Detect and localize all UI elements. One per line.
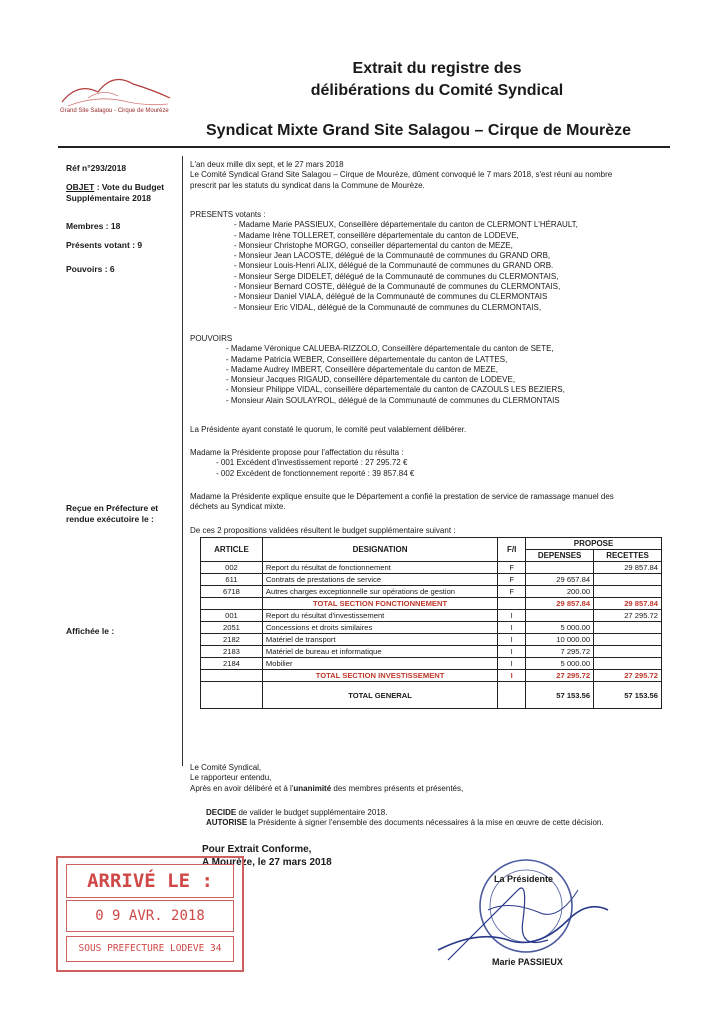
- cell-depenses: 10 000.00: [526, 634, 594, 646]
- cell-fi: I: [498, 634, 526, 646]
- logo-caption: Grand Site Salagou - Cirque de Mourèze: [60, 108, 169, 114]
- cell-article: 2183: [201, 646, 263, 658]
- signoff-line-1: Pour Extrait Conforme,: [202, 844, 312, 855]
- list-item: - Monsieur Christophe MORGO, conseiller départemental du canton de MEZE,: [234, 240, 513, 250]
- list-item: - Madame Véronique CALUEBA-RIZZOLO, Conseillère départementale du canton de SETE,: [226, 344, 554, 354]
- ref-number: Réf n°293/2018: [66, 163, 127, 173]
- total-fonctionnement-recettes: 29 857.84: [594, 598, 662, 610]
- list-item: - Monsieur Alain SOULAYROL, délégué de la Communauté de communes du CLERMONTAIS: [226, 395, 560, 405]
- cell-recettes: [594, 658, 662, 670]
- table-row: [201, 658, 662, 670]
- list-item: - Monsieur Jacques RIGAUD, conseillère départementale du canton de LODEVE,: [226, 375, 516, 385]
- conclusion-line-1: Le Comité Syndical,: [190, 763, 262, 772]
- explique-line-2: déchets au Syndicat mixte.: [190, 502, 286, 512]
- pouvoirs-title: POUVOIRS: [190, 334, 233, 343]
- table-row: [201, 562, 662, 574]
- title-line-2: délibérations du Comité Syndical: [310, 82, 564, 99]
- cell-recettes: [594, 574, 662, 586]
- pouvoirs-count: Pouvoirs : 6: [66, 264, 115, 274]
- total-investissement-label: TOTAL SECTION INVESTISSEMENT: [262, 670, 497, 682]
- cell-designation: Report du résultat de fonctionnement: [262, 562, 497, 574]
- cell-recettes: 27 295.72: [594, 610, 662, 622]
- cell-article: 6718: [201, 586, 263, 598]
- cell-depenses: [526, 562, 594, 574]
- signatory-role: La Présidente: [494, 874, 554, 884]
- cell-depenses: 5 000.00: [526, 622, 594, 634]
- affectation-line: Madame la Présidente propose pour l'affectation du résulta :: [190, 448, 404, 457]
- cell-recettes: [594, 634, 662, 646]
- conclusion-line-2: Le rapporteur entendu,: [190, 773, 272, 783]
- conclusion-block: [190, 763, 463, 794]
- list-item: - Monsieur Philippe VIDAL, conseillère départementale du canton de CAZOULS LES BEZIERS,: [226, 385, 565, 395]
- objet-label: OBJET: [66, 182, 95, 192]
- title-line-1: Extrait du registre des: [352, 60, 522, 77]
- cell-depenses: 29 657.84: [526, 574, 594, 586]
- cell-fi: I: [498, 658, 526, 670]
- presents-block: [190, 210, 578, 313]
- affectation-item: - 002 Excédent de fonctionnement reporté : 39 857.84 €: [216, 468, 415, 478]
- affectation-block: [190, 448, 414, 479]
- list-item: - Monsieur Eric VIDAL, délégué de la Communauté de communes du CLERMONTAIS,: [234, 302, 542, 312]
- cell-designation: Matériel de transport: [262, 634, 497, 646]
- membres-count: Membres : 18: [66, 221, 121, 231]
- intro-line-2: Le Comité Syndical Grand Site Salagou – Cirque de Mourèze, dûment convoqué le 7 mars 2018, s'est réuni au nombre: [190, 170, 613, 180]
- cell-depenses: 5 000.00: [526, 658, 594, 670]
- total-fonctionnement-depenses: 29 857.84: [526, 598, 594, 610]
- cell-article: 2184: [201, 658, 263, 670]
- list-item: - Madame Patricia WEBER, Conseillère départementale du canton de LATTES,: [226, 354, 508, 364]
- list-item: - Monsieur Bernard COSTE, délégué de la Communauté de communes du CLERMONTAIS,: [234, 282, 561, 292]
- cell-article: 2182: [201, 634, 263, 646]
- cell-fi: F: [498, 586, 526, 598]
- conclusion-line-3: [190, 784, 463, 794]
- cell-depenses: [526, 610, 594, 622]
- total-investissement-depenses: 27 295.72: [526, 670, 594, 682]
- total-general-row: [201, 682, 662, 709]
- cell-designation: Matériel de bureau et informatique: [262, 646, 497, 658]
- affectation-item: - 001 Excédent d'investissement reporté : 27 295.72 €: [216, 458, 408, 468]
- cell-recettes: [594, 622, 662, 634]
- cell-recettes: [594, 586, 662, 598]
- total-general-depenses: 57 153.56: [526, 682, 594, 709]
- col-header-designation: DESIGNATION: [262, 538, 497, 562]
- table-intro: De ces 2 propositions validées résultent le budget supplémentaire suivant :: [190, 526, 456, 535]
- stamp-line-2: 0 9 AVR. 2018: [66, 900, 234, 932]
- list-item: - Monsieur Serge DIDELET, délégué de la Communauté de communes du CLERMONTAIS,: [234, 271, 559, 281]
- cell-fi: F: [498, 562, 526, 574]
- col-header-recettes: RECETTES: [594, 550, 662, 562]
- cell-fi: I: [498, 646, 526, 658]
- quorum-text: La Présidente ayant constaté le quorum, le comité peut valablement délibérer.: [190, 425, 467, 434]
- cell-article: 001: [201, 610, 263, 622]
- cell-designation: Report du résultat d'investissement: [262, 610, 497, 622]
- total-investissement-fi: I: [498, 670, 526, 682]
- cell-recettes: 29 857.84: [594, 562, 662, 574]
- cell-designation: Autres charges exceptionnelle sur opérations de gestion: [262, 586, 497, 598]
- explique-block: [190, 492, 614, 513]
- recue-line-1: Reçue en Préfecture et: [66, 503, 159, 513]
- cell-depenses: 7 295.72: [526, 646, 594, 658]
- page-title: [0, 58, 724, 102]
- decide-keyword: DECIDE: [206, 808, 237, 817]
- signatory-name: Marie PASSIEUX: [492, 957, 563, 967]
- list-item: - Madame Audrey IMBERT, Conseillère départementale du canton de MEZE,: [226, 364, 498, 374]
- cell-article: 002: [201, 562, 263, 574]
- table-row: [201, 610, 662, 622]
- cell-fi: I: [498, 610, 526, 622]
- budget-table: [200, 537, 662, 709]
- column-divider: [182, 156, 183, 766]
- col-header-propose: PROPOSE: [526, 538, 662, 550]
- total-general-recettes: 57 153.56: [594, 682, 662, 709]
- cell-fi: I: [498, 622, 526, 634]
- stamp-line-1: ARRIVÉ LE :: [66, 864, 234, 898]
- total-row: [201, 670, 662, 682]
- signoff-line-2: A Mourèze, le 27 mars 2018: [202, 857, 332, 868]
- list-item: - Monsieur Jean LACOSTE, délégué de la Communauté de communes du GRAND ORB,: [234, 251, 551, 261]
- cell-designation: Concessions et droits similaires: [262, 622, 497, 634]
- arrival-stamp: [56, 856, 244, 972]
- cell-article: 611: [201, 574, 263, 586]
- cell-designation: Contrats de prestations de service: [262, 574, 497, 586]
- table-row: [201, 622, 662, 634]
- list-item: - Madame Marie PASSIEUX, Conseillère départementale du canton de CLERMONT L'HÉRAULT,: [234, 220, 578, 230]
- total-investissement-recettes: 27 295.72: [594, 670, 662, 682]
- total-fonctionnement-label: TOTAL SECTION FONCTIONNEMENT: [262, 598, 497, 610]
- table-row: [201, 586, 662, 598]
- autorise-text: la Présidente à signer l'ensemble des documents nécessaires à la mise en œuvre de cette décision.: [247, 818, 604, 828]
- total-row: [201, 598, 662, 610]
- unanimite: unanimité: [293, 783, 332, 793]
- col-header-depenses: DEPENSES: [526, 550, 594, 562]
- cell-depenses: 200.00: [526, 586, 594, 598]
- presents-count: Présents votant : 9: [66, 240, 143, 250]
- intro-line-1: L'an deux mille dix sept, et le 27 mars 2018: [190, 160, 344, 169]
- col-header-article: ARTICLE: [201, 538, 263, 562]
- objet: [66, 182, 164, 204]
- total-general-label: TOTAL GENERAL: [262, 682, 497, 709]
- intro-line-3: prescrit par les statuts du syndicat dans la Commune de Mourèze.: [190, 180, 425, 190]
- list-item: - Monsieur Louis-Henri ALIX, délégué de la Communauté de communes du GRAND ORB.: [234, 261, 554, 271]
- conclusion-line-3c: des membres présents et présentés,: [331, 783, 464, 793]
- decide-text: de valider le budget supplémentaire 2018.: [236, 808, 388, 817]
- autorise-keyword: AUTORISE: [206, 818, 248, 828]
- decision-block: [206, 808, 604, 829]
- affichee-le: Affichée le :: [66, 626, 115, 636]
- header-divider: [58, 146, 670, 148]
- conclusion-line-3a: Après en avoir délibéré et à l': [190, 783, 294, 793]
- table-row: [201, 634, 662, 646]
- list-item: - Monsieur Daniel VIALA, délégué de la Communauté de communes du CLERMONTAIS: [234, 292, 548, 302]
- page-subtitle: Syndicat Mixte Grand Site Salagou – Cirque de Mourèze: [206, 122, 631, 139]
- objet-text: : Vote du Budget: [94, 182, 165, 192]
- cell-designation: Mobilier: [262, 658, 497, 670]
- recue-prefecture: [66, 503, 158, 525]
- pouvoirs-block: [190, 334, 565, 406]
- cell-article: 2051: [201, 622, 263, 634]
- col-header-fi: F/I: [498, 538, 526, 562]
- list-item: - Madame Irène TOLLERET, conseillère départementale du canton de LODEVE,: [234, 230, 519, 240]
- table-row: [201, 646, 662, 658]
- explique-line-1: Madame la Présidente explique ensuite que le Département a confié la prestation de service de ramassage manuel des: [190, 492, 614, 501]
- cell-recettes: [594, 646, 662, 658]
- cell-fi: F: [498, 574, 526, 586]
- intro-block: [190, 160, 612, 191]
- stamp-line-3: SOUS PREFECTURE LODEVE 34: [66, 936, 234, 962]
- recue-line-2: rendue exécutoire le :: [66, 514, 154, 524]
- table-row: [201, 574, 662, 586]
- objet-text-2: Supplémentaire 2018: [66, 193, 152, 203]
- presents-title: PRESENTS votants :: [190, 210, 266, 219]
